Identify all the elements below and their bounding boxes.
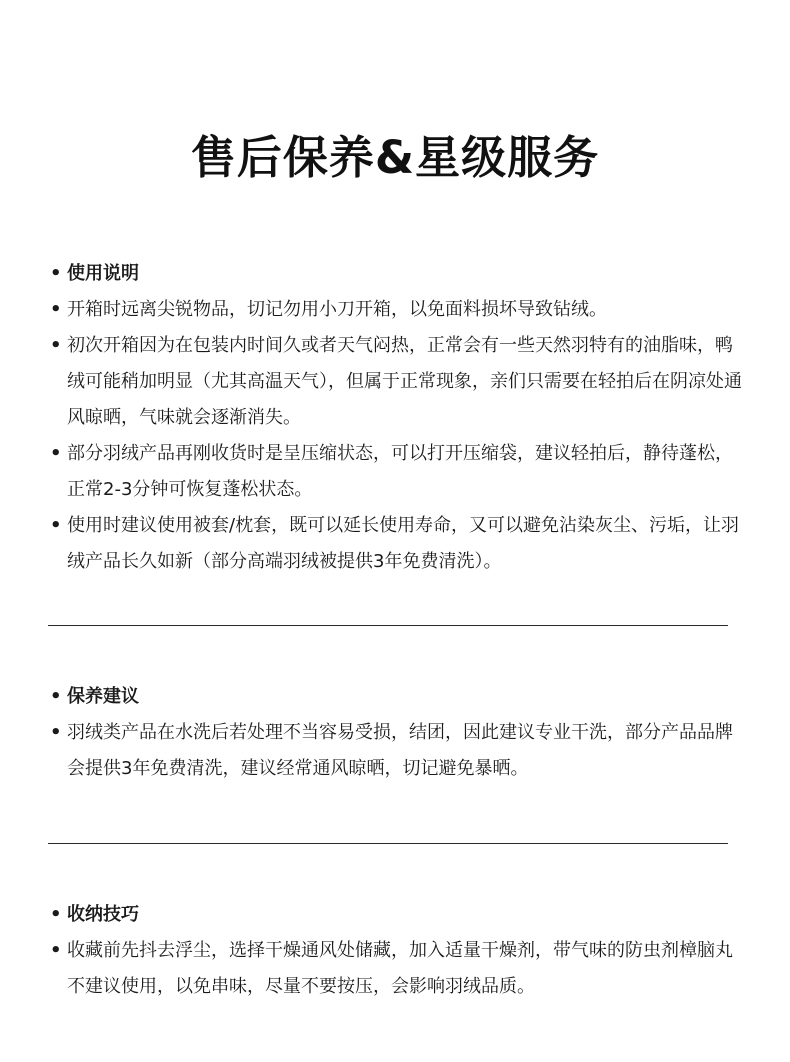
list-item <box>50 328 750 436</box>
list-item-text: 收藏前先抖去浮尘，选择干燥通风处储藏，加入适量干燥剂，带气味的防虫剂樟脑丸不建议使用，以免串味，尽量不要按压，会影响羽绒品质。 <box>67 940 733 997</box>
heading-usage-instructions: 使用说明 <box>67 263 139 284</box>
list-item <box>50 436 750 508</box>
bullet-dot: • <box>50 940 62 961</box>
list-item <box>50 933 750 1005</box>
heading-storage-tips: 收纳技巧 <box>67 904 139 925</box>
list-item <box>50 292 750 328</box>
bullet-dot: • <box>50 299 62 320</box>
list-item-text: 羽绒类产品在水洗后若处理不当容易受损，结团，因此建议专业干洗，部分产品品牌会提供3年免费清洗，建议经常通风晾晒，切记避免暴晒。 <box>67 722 733 779</box>
bullet-dot: • <box>50 443 62 464</box>
section-care-advice <box>50 679 750 787</box>
list-item-text: 部分羽绒产品再刚收货时是呈压缩状态，可以打开压缩袋，建议轻拍后，静待蓬松，正常2-3分钟可恢复蓬松状态。 <box>67 443 733 500</box>
section-heading <box>50 256 750 292</box>
bullet-dot: • <box>50 263 62 284</box>
heading-care-advice: 保养建议 <box>67 686 139 707</box>
bullet-dot: • <box>50 515 62 536</box>
list-item-text: 使用时建议使用被套/枕套，既可以延长使用寿命，又可以避免沾染灰尘、污垢，让羽绒产品长久如新（部分高端羽绒被提供3年免费清洗）。 <box>67 515 740 572</box>
section-heading <box>50 897 750 933</box>
bullet-dot: • <box>50 686 62 707</box>
list-item-text: 初次开箱因为在包装内时间久或者天气闷热，正常会有一些天然羽特有的油脂味，鸭绒可能稍加明显（尤其高温天气），但属于正常现象，亲们只需要在轻拍后在阴凉处通风晾晒，气味就会逐渐消失。 <box>67 335 742 428</box>
section-divider <box>48 843 728 844</box>
list-item <box>50 508 750 580</box>
bullet-dot: • <box>50 722 62 743</box>
section-usage-instructions <box>50 256 750 580</box>
section-heading <box>50 679 750 715</box>
page-title: 售后保养&星级服务 <box>190 131 600 184</box>
section-divider <box>48 625 728 626</box>
bullet-dot: • <box>50 904 62 925</box>
list-item-text: 开箱时远离尖锐物品，切记勿用小刀开箱，以免面料损坏导致钻绒。 <box>67 299 607 320</box>
section-storage-tips <box>50 897 750 1005</box>
list-item <box>50 715 750 787</box>
bullet-dot: • <box>50 335 62 356</box>
